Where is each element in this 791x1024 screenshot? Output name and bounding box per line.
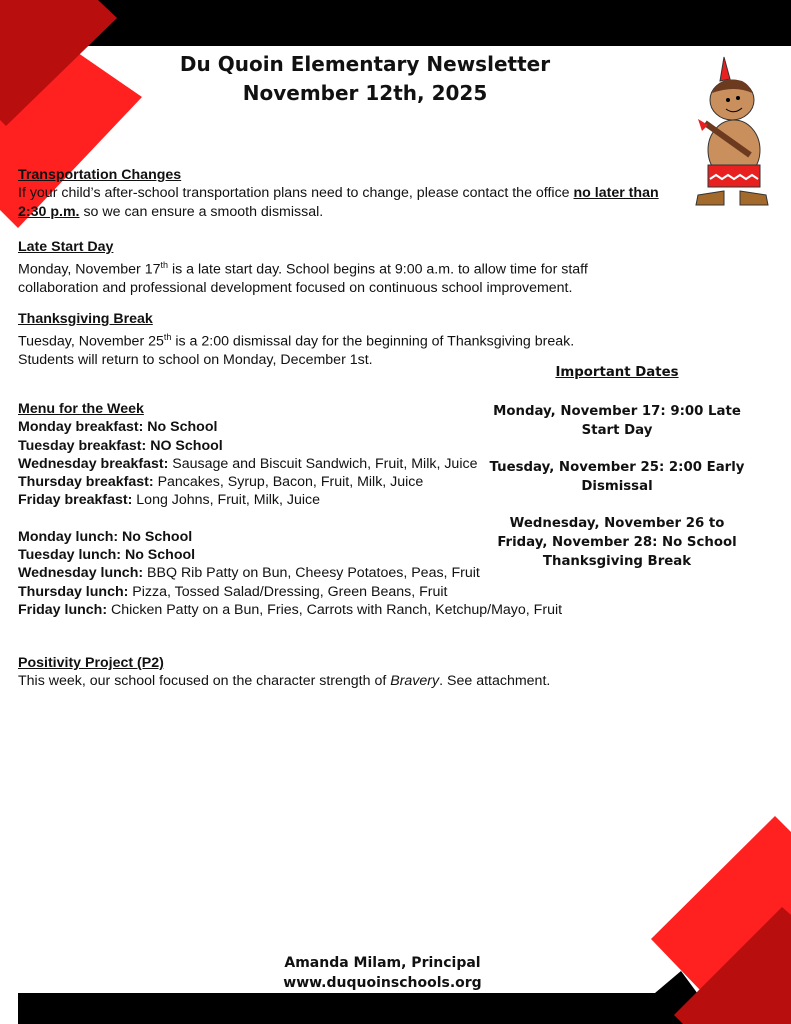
transportation-text-end: so we can ensure a smooth dismissal. xyxy=(79,203,324,220)
transportation-deadline: no later than 2:30 p.m. xyxy=(18,185,659,220)
menu-day-label: Friday lunch: xyxy=(18,601,108,618)
positivity-text-start: This week, our school focused on the character strength of xyxy=(18,673,391,690)
lunch-menu-item xyxy=(18,601,578,619)
menu-items: No School xyxy=(143,419,218,436)
important-date-item: Monday, November 17: 9:00 Late Start Day xyxy=(493,404,741,438)
thanksgiving-sup: th xyxy=(163,332,172,343)
late-start-text xyxy=(18,256,628,297)
positivity-text xyxy=(18,672,638,690)
menu-items: No School xyxy=(121,547,196,564)
transportation-text-start: If your child’s after-school transportation plans need to change, please contact the office xyxy=(18,185,574,202)
mascot-image xyxy=(690,55,775,207)
newsletter-title: Du Quoin Elementary Newsletter xyxy=(179,52,551,76)
menu-day-label: Friday breakfast: xyxy=(18,492,133,509)
late-start-text-start: Monday, November 17 xyxy=(18,262,161,279)
footer xyxy=(200,953,565,993)
thanksgiving-text-start: Tuesday, November 25 xyxy=(18,334,164,351)
menu-items: Pancakes, Syrup, Bacon, Fruit, Milk, Juice xyxy=(153,474,424,491)
thanksgiving-text-end: is a 2:00 dismissal day for the beginning of Thanksgiving break. xyxy=(171,334,575,351)
thanksgiving-heading: Thanksgiving Break xyxy=(18,311,153,327)
menu-day-label: Wednesday breakfast: xyxy=(18,455,169,472)
menu-day-label: Monday lunch: xyxy=(18,528,119,545)
positivity-section xyxy=(18,654,638,691)
positivity-strength: Bravery xyxy=(390,673,440,690)
positivity-text-end: . See attachment. xyxy=(439,673,551,690)
website-link[interactable]: www.duquoinschools.org xyxy=(283,975,482,991)
menu-items: Chicken Patty on a Bun, Fries, Carrots with Ranch, Ketchup/Mayo, Fruit xyxy=(107,601,563,618)
late-start-section xyxy=(18,238,628,298)
menu-heading: Menu for the Week xyxy=(18,401,144,417)
menu-day-label: Tuesday lunch: xyxy=(18,547,122,564)
transportation-text xyxy=(18,184,668,221)
important-date-item: Wednesday, November 26 to Friday, November 28: No School Thanksgiving Break xyxy=(497,516,737,569)
late-start-sup: th xyxy=(160,260,168,271)
menu-items: Sausage and Biscuit Sandwich, Fruit, Milk, Juice xyxy=(168,455,478,472)
positivity-heading: Positivity Project (P2) xyxy=(18,655,164,671)
menu-day-label: Monday breakfast: xyxy=(18,419,144,436)
principal-name: Amanda Milam, Principal xyxy=(284,955,481,971)
important-dates-heading: Important Dates xyxy=(555,365,679,380)
transportation-heading: Transportation Changes xyxy=(18,167,182,183)
late-start-text-end: is a late start day. School begins at 9:00 a.m. to allow time for staff collaboration and professional development focused on continuous school improvement. xyxy=(18,262,588,297)
menu-day-label: Thursday breakfast: xyxy=(18,474,154,491)
menu-items: Long Johns, Fruit, Milk, Juice xyxy=(132,492,321,509)
thanksgiving-text xyxy=(18,328,638,351)
menu-items: Pizza, Tossed Salad/Dressing, Green Beans, Fruit xyxy=(128,583,448,600)
thanksgiving-return-text: Students will return to school on Monday, December 1st. xyxy=(18,352,373,369)
important-date-item: Tuesday, November 25: 2:00 Early Dismissal xyxy=(489,460,745,494)
menu-day-label: Thursday lunch: xyxy=(18,583,129,600)
important-dates-panel xyxy=(483,363,751,589)
late-start-heading: Late Start Day xyxy=(18,239,114,255)
menu-items: No School xyxy=(118,528,193,545)
newsletter-date: November 12th, 2025 xyxy=(242,81,488,105)
menu-day-label: Tuesday breakfast: xyxy=(18,437,147,454)
menu-items: BBQ Rib Patty on Bun, Cheesy Potatoes, Peas, Fruit xyxy=(143,565,480,582)
menu-day-label: Wednesday lunch: xyxy=(18,565,144,582)
transportation-section xyxy=(18,166,668,221)
thanksgiving-section xyxy=(18,310,638,370)
menu-items: NO School xyxy=(146,437,223,454)
